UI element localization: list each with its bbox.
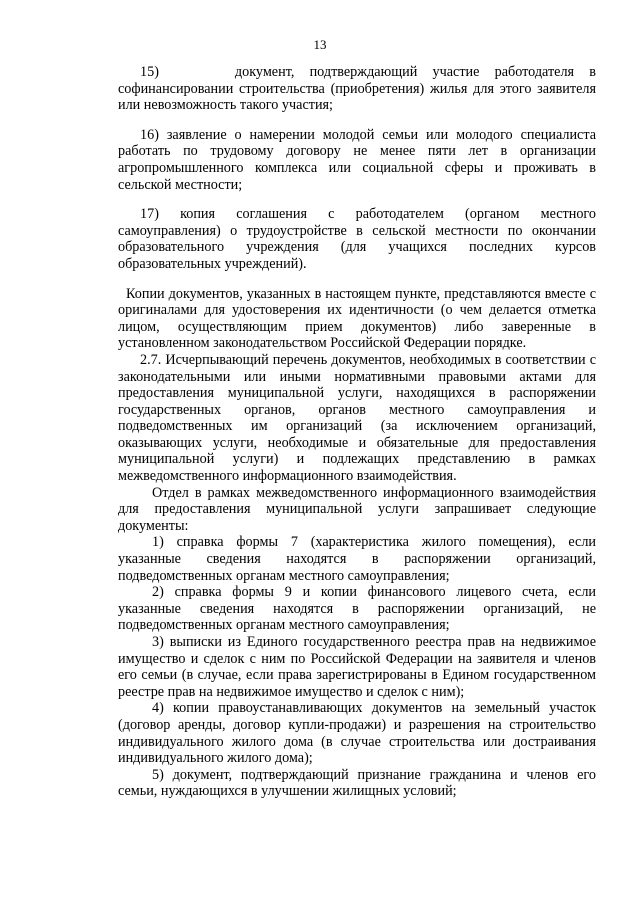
paragraph-item-15: 15) документ, подтверждающий участие работодателя в софинансировании строительства (приобретения) жилья для этого заявителя или невозможность такого участия; [118, 64, 596, 114]
paragraph-item-17: 17) копия соглашения с работодателем (органом местного самоуправления) о трудоустройстве в сельской местности по окончании образовательного учреждения (для учащихся последних курсов образовательных учреждений). [118, 206, 596, 272]
paragraph-item-16: 16) заявление о намерении молодой семьи или молодого специалиста работать по трудовому договору не менее пяти лет в организации агропромышленного комплекса или социальной сферы и проживать в сельской местности; [118, 126, 596, 193]
paragraph-copies-note: Копии документов, указанных в настоящем пункте, представляются вместе с оригиналами для удостоверения их идентичности (о чем делается отметка лицом, осуществляющим прием документов) либо заверенные в установленном законодательством Российской Федерации порядке. [118, 285, 596, 352]
paragraph-section-2-7: 2.7. Исчерпывающий перечень документов, необходимых в соответствии с законодательными или иными нормативными правовыми актами для предоставления муниципальной услуги, находящихся в распоряжении государственных органов, органов местного самоуправления и подведомственных им организаций (за исключением организаций, оказывающих услуги, необходимые и обязательные для предоставления муниципальной услуги) и подлежащих представлению в рамках межведомственного информационного взаимодействия. [118, 351, 596, 485]
list-item-1: 1) справка формы 7 (характеристика жилого помещения), если указанные сведения находятся в распоряжении организаций, подведомственных органам местного самоуправления; [118, 534, 596, 584]
list-item-2: 2) справка формы 9 и копии финансового лицевого счета, если указанные сведения находятся в распоряжении организаций, не подведомственных органам местного самоуправления; [118, 584, 596, 634]
list-item-5: 5) документ, подтверждающий признание гражданина и членов его семьи, нуждающихся в улучшении жилищных условий; [118, 766, 596, 800]
page-number: 13 [313, 37, 327, 52]
list-item-4: 4) копии правоустанавливающих документов на земельный участок (договор аренды, договор купли-продажи) и разрешения на строительство индивидуального жилого дома (в случае строительства или достраивания индивидуального жилого дома); [118, 700, 596, 767]
document-body [118, 64, 596, 800]
paragraph-interagency-request: Отдел в рамках межведомственного информационного взаимодействия для предоставления муниципальной услуги запрашивает следующие документы: [118, 484, 596, 534]
list-item-3: 3) выписки из Единого государственного реестра прав на недвижимое имущество и сделок с ним по Российской Федерации на заявителя и членов его семьи (в случае, если права зарегистрированы в Едином государственном реестре прав на недвижимое имущество и сделок с ним); [118, 634, 596, 700]
